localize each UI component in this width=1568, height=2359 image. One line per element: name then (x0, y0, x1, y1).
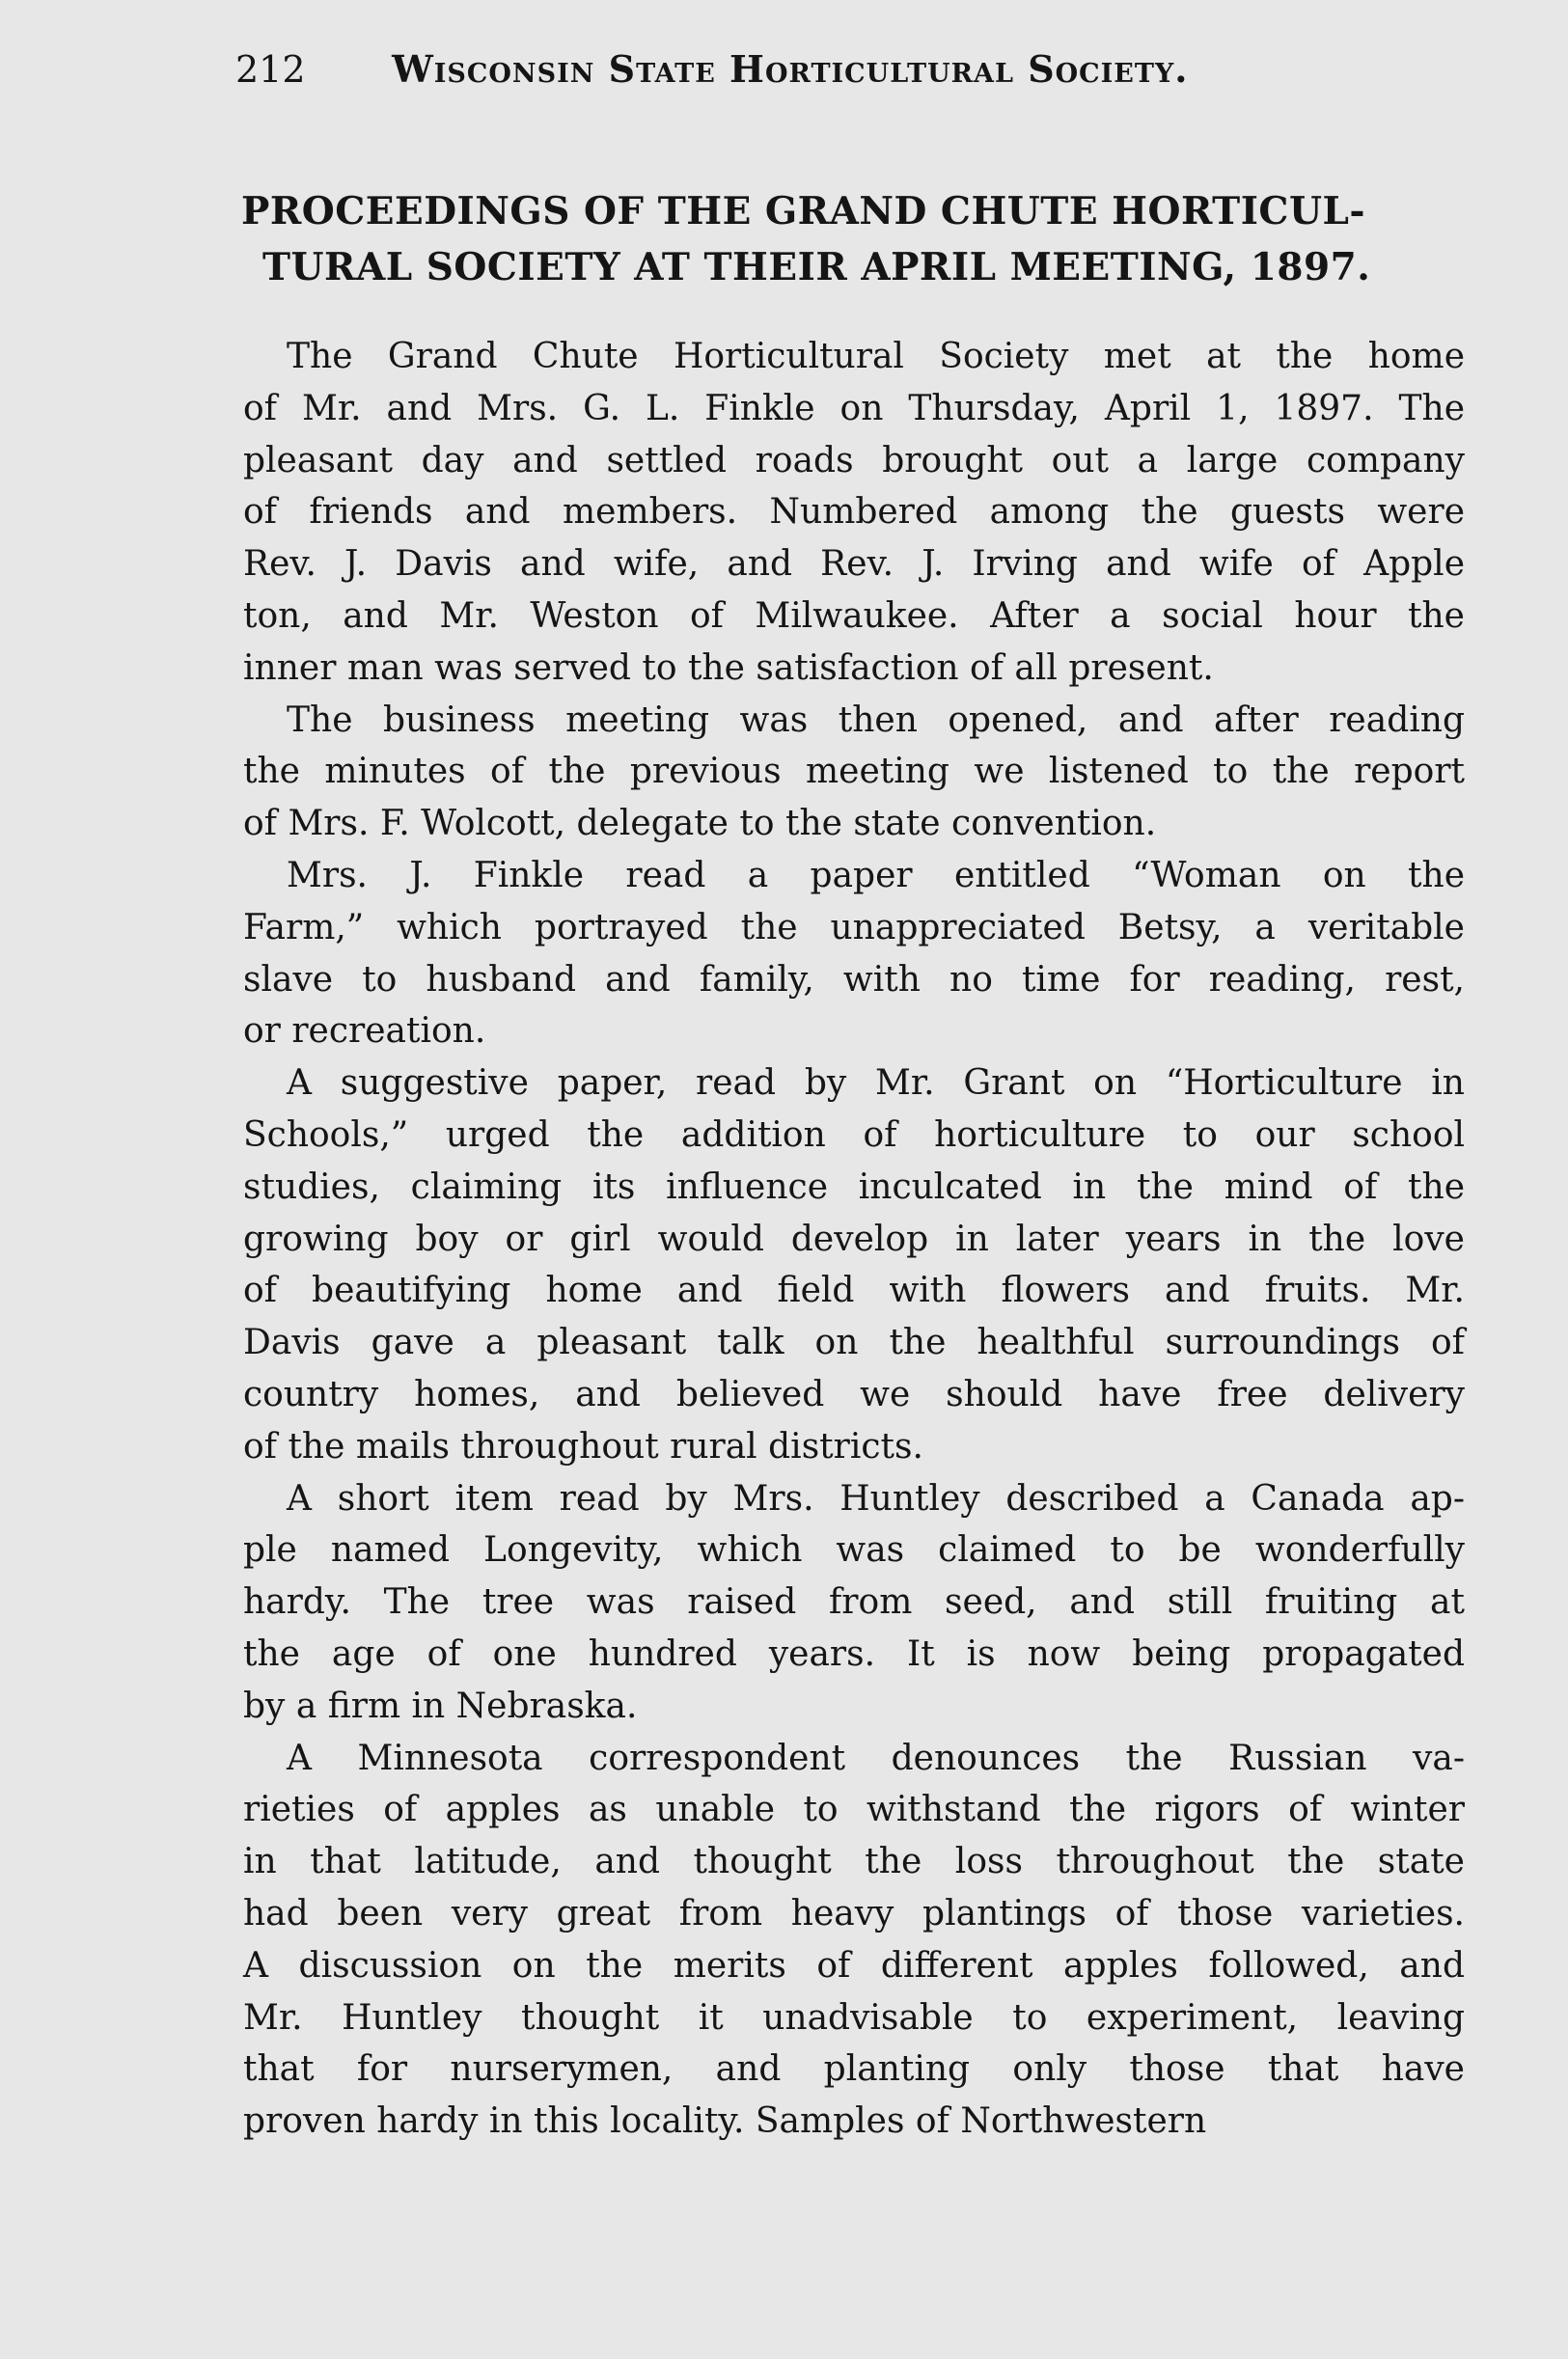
paragraph-horticulture-schools (243, 1057, 1465, 1472)
page-number: 212 (235, 48, 306, 91)
text-line: hardy. The tree was raised from seed, and still fruiting at (243, 1582, 1465, 1623)
text-line: the age of one hundred years. It is now being propagated (243, 1633, 1465, 1674)
text-line: Rev. J. Davis and wife, and Rev. J. Irving and wife of Apple (243, 544, 1465, 585)
paragraph-longevity-apple (243, 1473, 1465, 1733)
text-line: A discussion on the merits of different apples followed, and (243, 1945, 1465, 1986)
text-line: A suggestive paper, read by Mr. Grant on “Horticulture in (287, 1063, 1465, 1104)
text-line: Mr. Huntley thought it unadvisable to experiment, leaving (243, 1997, 1465, 2038)
text-line: Farm,” which portrayed the unappreciated Betsy, a veritable (243, 907, 1465, 947)
paragraph-woman-on-farm (243, 850, 1465, 1057)
text-line: growing boy or girl would develop in later years in the love (243, 1219, 1465, 1259)
text-line: inner man was served to the satisfaction of all present. (243, 647, 1214, 688)
text-line: Schools,” urged the addition of horticulture to our school (243, 1114, 1465, 1155)
text-line: studies, claiming its influence inculcated in the mind of the (243, 1166, 1465, 1207)
text-line: in that latitude, and thought the loss throughout the state (243, 1842, 1465, 1882)
article-body (243, 331, 1465, 2148)
text-line: rieties of apples as unable to withstand the rigors of winter (243, 1790, 1465, 1830)
text-line: A short item read by Mrs. Huntley described a Canada ap- (287, 1478, 1465, 1519)
running-head (235, 42, 1335, 96)
text-line: The business meeting was then opened, and after reading (287, 699, 1465, 740)
running-head-title: Wisconsin State Horticultural Society. (392, 47, 1189, 91)
text-line: of beautifying home and field with flowers and fruits. Mr. (243, 1271, 1465, 1311)
paragraph-business-meeting (243, 695, 1465, 850)
text-line: of Mr. and Mrs. G. L. Finkle on Thursday, April 1, 1897. The (243, 388, 1465, 428)
text-line: The Grand Chute Horticultural Society met at the home (287, 337, 1465, 376)
text-line: proven hardy in this locality. Samples of Northwestern (243, 2101, 1207, 2142)
text-line: slave to husband and family, with no time for reading, rest, (243, 959, 1465, 1000)
paragraph-russian-varieties (243, 1733, 1465, 2148)
text-line: of friends and members. Numbered among the guests were (243, 492, 1465, 533)
text-line: Davis gave a pleasant talk on the healthful surroundings of (243, 1323, 1465, 1363)
text-line: by a firm in Nebraska. (243, 1686, 638, 1726)
article-title-line: PROCEEDINGS OF THE GRAND CHUTE HORTICUL- (241, 189, 1366, 233)
text-line: Mrs. J. Finkle read a paper entitled “Woman on the (287, 855, 1465, 895)
text-line: ton, and Mr. Weston of Milwaukee. After a social hour the (243, 595, 1465, 636)
article-title-line: TURAL SOCIETY AT THEIR APRIL MEETING, 1897. (262, 245, 1371, 289)
text-line: A Minnesota correspondent denounces the Russian va- (287, 1738, 1465, 1778)
text-line: the minutes of the previous meeting we listened to the report (243, 752, 1465, 792)
paragraph-meeting-opening (243, 331, 1465, 695)
text-line: or recreation. (243, 1011, 486, 1052)
text-line: that for nurserymen, and planting only those that have (243, 2049, 1465, 2090)
text-line: of Mrs. F. Wolcott, delegate to the state convention. (243, 804, 1157, 844)
text-line: country homes, and believed we should have free delivery (243, 1374, 1465, 1414)
text-line: had been very great from heavy plantings of those varieties. (243, 1893, 1465, 1934)
text-line: of the mails throughout rural districts. (243, 1426, 923, 1467)
article-title (241, 183, 1447, 295)
text-line: pleasant day and settled roads brought out a large company (243, 440, 1465, 480)
text-line: ple named Longevity, which was claimed to be wonderfully (243, 1530, 1465, 1571)
